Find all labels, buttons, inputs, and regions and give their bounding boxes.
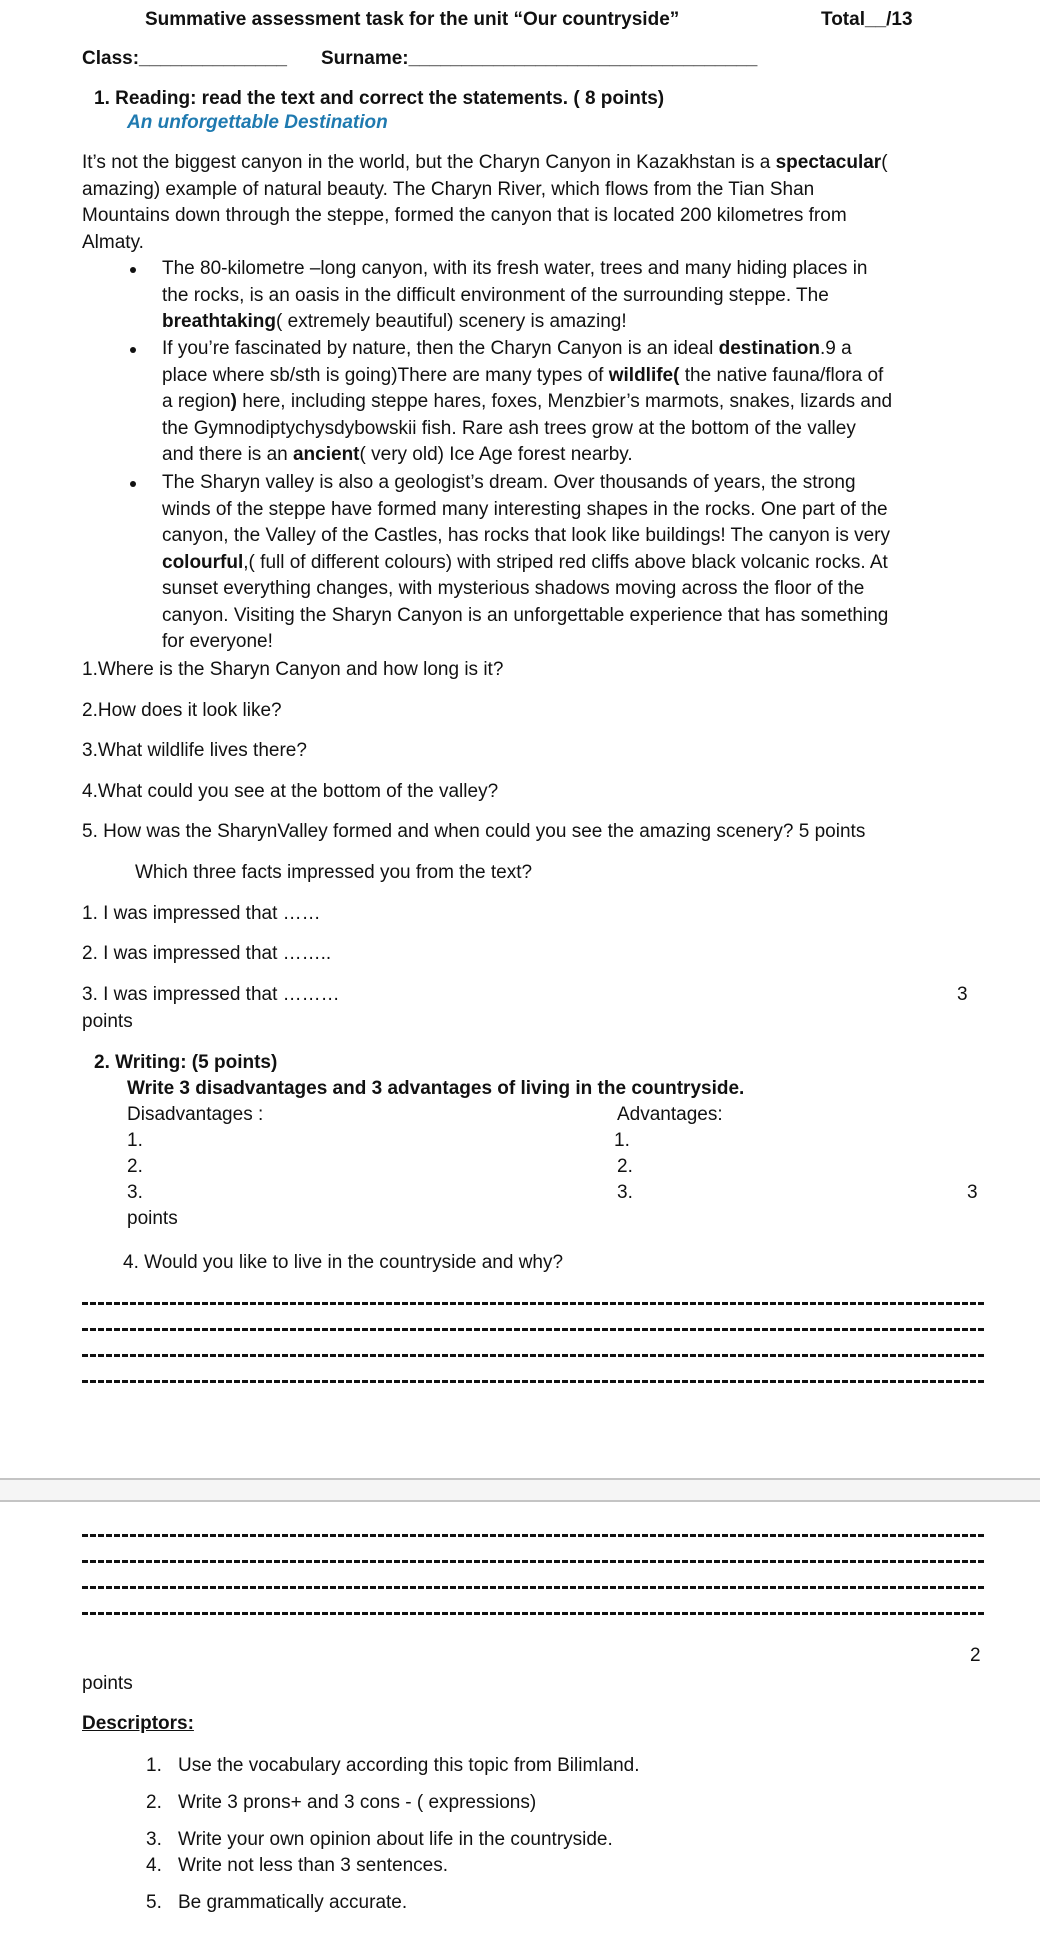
student-info-row <box>82 48 757 70</box>
writing-section-heading: 2. Writing: (5 points) <box>94 1052 278 1073</box>
bullet-icon <box>130 347 136 353</box>
class-field[interactable]: Class:______________ <box>82 48 287 69</box>
passage-line: colourful,( full of different colours) with striped red cliffs above black volcanic rocks. At <box>162 551 888 573</box>
question-1: 1.Where is the Sharyn Canyon and how long is it? <box>82 659 504 680</box>
facts-points-number: 3 <box>957 984 968 1005</box>
passage-line: If you’re fascinated by nature, then the Charyn Canyon is an ideal destination.9 a <box>162 338 852 359</box>
vocab-word: colourful <box>162 551 244 573</box>
passage-line: The 80-kilometre –long canyon, with its fresh water, trees and many hiding places in <box>162 258 868 279</box>
advantage-1[interactable]: 1. <box>614 1130 630 1151</box>
passage-line: for everyone! <box>162 631 273 652</box>
advantage-3[interactable]: 3. <box>617 1182 633 1203</box>
disadvantage-1[interactable]: 1. <box>127 1130 143 1151</box>
descriptors-heading: Descriptors: <box>82 1713 194 1734</box>
fact-answer-1[interactable]: 1. I was impressed that …… <box>82 903 321 924</box>
passage-line: the rocks, is an oasis in the difficult environment of the surrounding steppe. The <box>162 284 829 306</box>
passage-line: The Sharyn valley is also a geologist’s dream. Over thousands of years, the strong <box>162 472 856 493</box>
question-5: 5. How was the SharynValley formed and when could you see the amazing scenery? 5 points <box>82 821 866 842</box>
advantages-label: Advantages: <box>617 1104 723 1125</box>
question-opinion: 4. Would you like to live in the countryside and why? <box>123 1252 564 1273</box>
descriptor-item: 1. Use the vocabulary according this topic from Bilimland. <box>146 1755 640 1776</box>
opinion-points-number: 2 <box>970 1645 981 1666</box>
advantages-points-number: 3 <box>967 1182 978 1203</box>
answer-line[interactable] <box>82 1354 986 1357</box>
passage-line: breathtaking( extremely beautiful) scenery is amazing! <box>162 311 627 332</box>
passage-line: Mountains down through the steppe, formed the canyon that is located 200 kilometres from <box>82 205 847 226</box>
vocab-word: wildlife( <box>608 364 680 386</box>
passage-line: canyon, the Valley of the Castles, has rocks that look like buildings! The canyon is very <box>162 525 891 546</box>
advantage-2[interactable]: 2. <box>617 1156 633 1177</box>
descriptor-item: 5. Be grammatically accurate. <box>146 1892 408 1913</box>
passage-title: An unforgettable Destination <box>127 112 388 133</box>
question-3: 3.What wildlife lives there? <box>82 740 307 761</box>
passage-line: canyon. Visiting the Sharyn Canyon is an unforgettable experience that has something <box>162 604 889 626</box>
fact-answer-3[interactable]: 3. I was impressed that ……… <box>82 984 340 1005</box>
answer-line[interactable] <box>82 1380 986 1383</box>
question-2: 2.How does it look like? <box>82 700 282 721</box>
answer-line[interactable] <box>82 1612 986 1615</box>
disadvantages-label: Disadvantages : <box>127 1104 264 1125</box>
passage-line: the Gymnodiptychysdybowskii fish. Rare ash trees grow at the bottom of the valley <box>162 417 856 439</box>
document-title: Summative assessment task for the unit “Our countryside” <box>145 9 680 30</box>
disadvantage-3[interactable]: 3. <box>127 1182 143 1203</box>
passage-line: It’s not the biggest canyon in the world, but the Charyn Canyon in Kazakhstan is a spectacular( <box>82 152 888 173</box>
total-score-field: Total__/13 <box>821 9 913 30</box>
vocab-word: ancient <box>292 444 360 465</box>
passage-line: Almaty. <box>82 231 144 253</box>
passage-line: and there is an ancient( very old) Ice Age forest nearby. <box>162 444 633 465</box>
disadvantage-2[interactable]: 2. <box>127 1156 143 1177</box>
descriptor-item: 2. Write 3 prons+ and 3 cons - ( expressions) <box>146 1792 537 1813</box>
answer-line[interactable] <box>82 1560 986 1563</box>
question-4: 4.What could you see at the bottom of the valley? <box>82 781 499 802</box>
passage-line: sunset everything changes, with mysterious shadows moving across the floor of the <box>162 578 865 599</box>
passage-line: place where sb/sth is going)There are many types of wildlife( the native fauna/flora of <box>162 364 884 386</box>
vocab-word: breathtaking <box>162 311 277 332</box>
passage-line: winds of the steppe have formed many interesting shapes in the rocks. One part of the <box>162 498 888 520</box>
vocab-word: destination <box>718 338 820 359</box>
facts-prompt: Which three facts impressed you from the text? <box>135 862 533 883</box>
answer-line[interactable] <box>82 1534 986 1537</box>
bullet-icon <box>130 481 136 487</box>
descriptor-item: 4. Write not less than 3 sentences. <box>146 1855 449 1876</box>
surname-field[interactable]: Surname:_________________________________ <box>320 48 758 69</box>
fact-answer-2[interactable]: 2. I was impressed that …….. <box>82 943 332 964</box>
vocab-word: spectacular <box>775 152 882 173</box>
answer-line[interactable] <box>82 1328 986 1331</box>
passage-line: a region) here, including steppe hares, foxes, Menzbier’s marmots, snakes, lizards and <box>162 391 893 412</box>
reading-section-heading: 1. Reading: read the text and correct the statements. ( 8 points) <box>94 88 665 109</box>
passage-intro <box>82 150 992 256</box>
bullet-icon <box>130 267 136 273</box>
descriptor-item: 3. Write your own opinion about life in the countryside. <box>146 1829 613 1850</box>
passage-line: amazing) example of natural beauty. The Charyn River, which flows from the Tian Shan <box>82 178 815 200</box>
facts-points-word: points <box>82 1011 133 1032</box>
writing-instruction: Write 3 disadvantages and 3 advantages of living in the countryside. <box>127 1078 745 1099</box>
opinion-points-word: points <box>82 1673 133 1694</box>
answer-line[interactable] <box>82 1586 986 1589</box>
page-break-divider <box>0 1478 1040 1502</box>
advantages-points-word: points <box>127 1208 178 1229</box>
answer-line[interactable] <box>82 1302 986 1305</box>
